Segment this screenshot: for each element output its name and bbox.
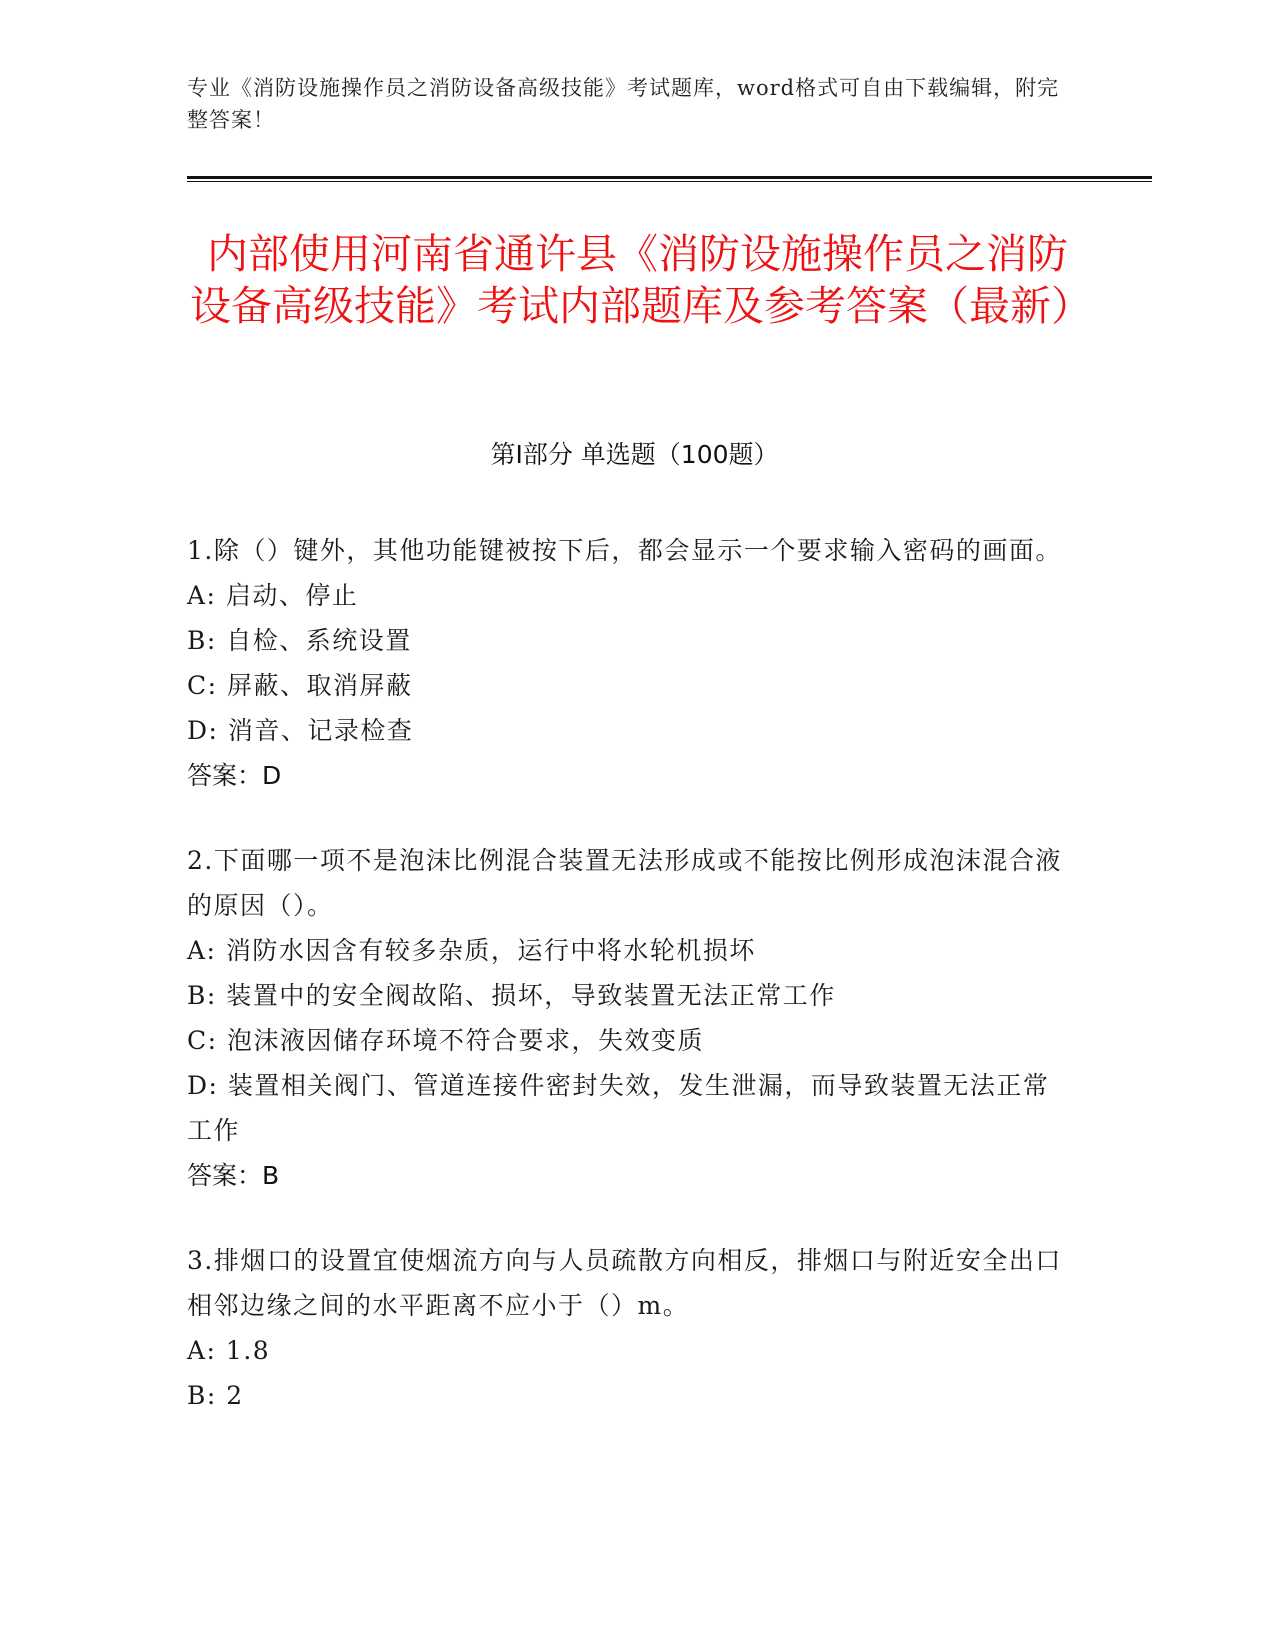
option-a: A: 1.8	[187, 1336, 271, 1365]
question-list	[187, 528, 1067, 1458]
option-a: A: 启动、停止	[187, 581, 359, 610]
option-a: A: 消防水因含有较多杂质，运行中将水轮机损坏	[187, 936, 756, 965]
section-heading: 第I部分 单选题（100题）	[490, 440, 779, 469]
header-rule-thick	[187, 176, 1152, 179]
document-title: 内部使用河南省通许县《消防设施操作员之消防设备高级技能》考试内部题库及参考答案（最新）	[190, 230, 1092, 330]
option-b: B: 2	[187, 1381, 244, 1410]
answer: 答案：B	[187, 1161, 280, 1190]
option-d: D: 消音、记录检查	[187, 716, 414, 745]
answer: 答案：D	[187, 761, 282, 790]
question-stem: 3.排烟口的设置宜使烟流方向与人员疏散方向相反，排烟口与附近安全出口相邻边缘之间的水平距离不应小于（）m。	[187, 1246, 1062, 1320]
option-b: B: 自检、系统设置	[187, 626, 412, 655]
header-rule-thin	[187, 181, 1152, 182]
option-c: C: 屏蔽、取消屏蔽	[187, 671, 413, 700]
question-stem: 2.下面哪一项不是泡沫比例混合装置无法形成或不能按比例形成泡沫混合液的原因（）。	[187, 846, 1062, 920]
question-2	[187, 838, 1067, 1198]
question-1	[187, 528, 1067, 798]
header-note: 专业《消防设施操作员之消防设备高级技能》考试题库，word格式可自由下载编辑，附完整答案！	[187, 76, 1060, 132]
question-3	[187, 1238, 1067, 1418]
option-c: C: 泡沫液因储存环境不符合要求，失效变质	[187, 1026, 704, 1055]
option-d: D: 装置相关阀门、管道连接件密封失效，发生泄漏，而导致装置无法正常工作	[187, 1071, 1050, 1145]
question-stem: 1.除（）键外，其他功能键被按下后，都会显示一个要求输入密码的画面。	[187, 536, 1062, 565]
option-b: B: 装置中的安全阀故陷、损坏，导致装置无法正常工作	[187, 981, 836, 1010]
